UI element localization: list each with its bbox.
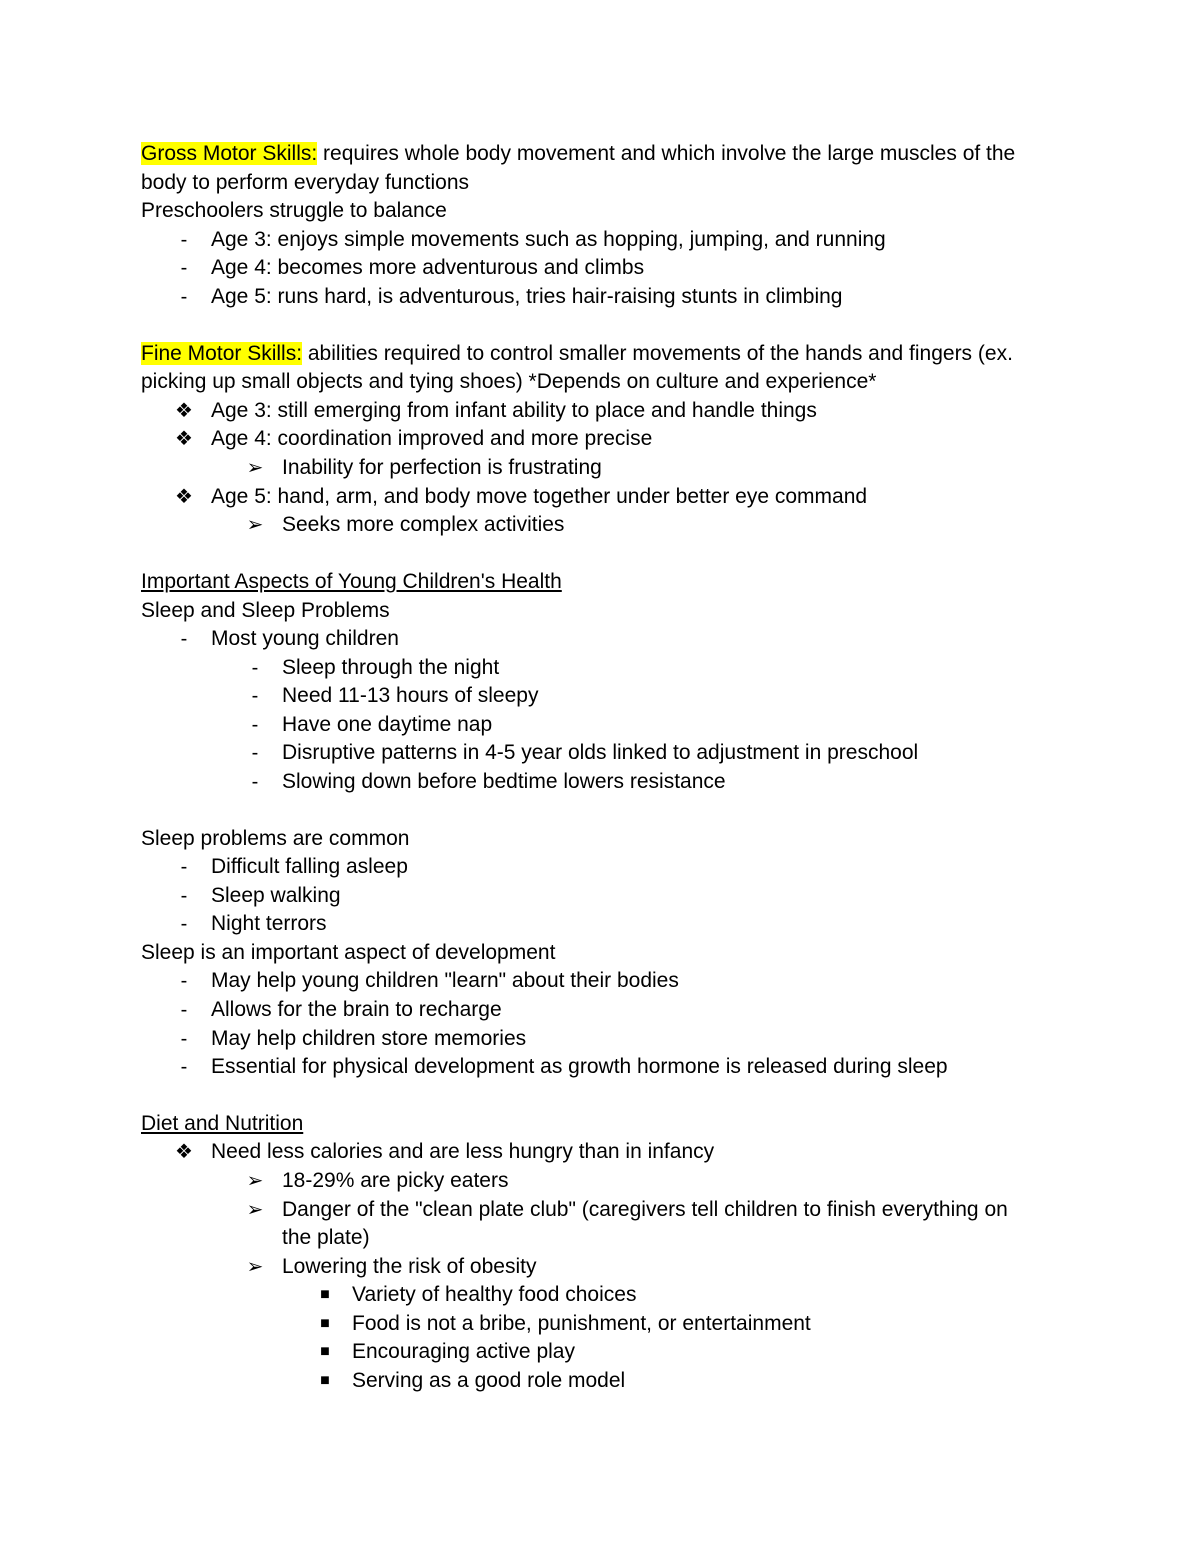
list-item: - May help children store memories <box>211 1025 1050 1054</box>
diamond-bullet-icon: ❖ <box>175 1141 193 1163</box>
list-item: ❖ Age 4: coordination improved and more precise <box>211 425 1050 454</box>
arrow-bullet-icon: ➢ <box>246 1256 264 1278</box>
dash-bullet-icon: - <box>180 856 188 878</box>
list-item: ➢ Seeks more complex activities <box>282 511 1050 540</box>
list-item: - Most young children <box>211 625 1050 654</box>
dash-bullet-icon: - <box>251 742 259 764</box>
dash-bullet-icon: - <box>180 1028 188 1050</box>
dash-bullet-icon: - <box>180 628 188 650</box>
health-heading: Important Aspects of Young Children's Health <box>141 570 562 593</box>
gross-motor-intro: Preschoolers struggle to balance <box>141 199 447 222</box>
list-item: ■ Encouraging active play <box>352 1338 1050 1367</box>
list-item: - Have one daytime nap <box>282 711 1050 740</box>
dash-bullet-icon: - <box>251 657 259 679</box>
dash-bullet-icon: - <box>180 913 188 935</box>
dash-bullet-icon: - <box>251 771 259 793</box>
list-item: - Sleep walking <box>211 882 1050 911</box>
dash-bullet-icon: - <box>180 257 188 279</box>
list-item: - Age 4: becomes more adventurous and climbs <box>211 254 1050 283</box>
fine-motor-definition-cont: picking up small objects and tying shoes) *Depends on culture and experience* <box>141 370 877 393</box>
gross-motor-definition-cont: body to perform everyday functions <box>141 171 470 194</box>
list-item: - Age 5: runs hard, is adventurous, tries hair-raising stunts in climbing <box>211 283 1050 312</box>
gross-motor-definition: requires whole body movement and which involve the large muscles of the <box>317 142 1016 165</box>
list-item: - Difficult falling asleep <box>211 853 1050 882</box>
dash-bullet-icon: - <box>180 286 188 308</box>
list-item: - Need 11-13 hours of sleepy <box>282 682 1050 711</box>
list-item: - Sleep through the night <box>282 654 1050 683</box>
list-item: ➢ Inability for perfection is frustrating <box>282 454 1050 483</box>
fine-motor-definition-line <box>141 340 1050 369</box>
dash-bullet-icon: - <box>180 1056 188 1078</box>
list-item: - Slowing down before bedtime lowers resistance <box>282 768 1050 797</box>
square-bullet-icon: ■ <box>320 1315 330 1332</box>
diamond-bullet-icon: ❖ <box>175 400 193 422</box>
dash-bullet-icon: - <box>251 714 259 736</box>
fine-motor-definition: abilities required to control smaller movements of the hands and fingers (ex. <box>302 342 1013 365</box>
list-item: - Age 3: enjoys simple movements such as hopping, jumping, and running <box>211 226 1050 255</box>
fine-motor-term: Fine Motor Skills: <box>141 342 303 365</box>
list-item: ■ Food is not a bribe, punishment, or entertainment <box>352 1310 1050 1339</box>
dash-bullet-icon: - <box>180 229 188 251</box>
diet-heading: Diet and Nutrition <box>141 1112 304 1135</box>
sleep-problems-intro: Sleep problems are common <box>141 827 410 850</box>
arrow-bullet-icon: ➢ <box>246 514 264 536</box>
list-item: - May help young children "learn" about their bodies <box>211 967 1050 996</box>
list-item: ➢ Lowering the risk of obesity <box>282 1253 1050 1282</box>
square-bullet-icon: ■ <box>320 1343 330 1360</box>
gross-motor-term: Gross Motor Skills: <box>141 142 318 165</box>
list-item: ➢ Danger of the "clean plate club" (caregivers tell children to finish everything on <box>282 1196 1050 1225</box>
list-item: ❖ Age 3: still emerging from infant ability to place and handle things <box>211 397 1050 426</box>
dash-bullet-icon: - <box>180 999 188 1021</box>
sleep-importance-intro: Sleep is an important aspect of development <box>141 941 556 964</box>
list-item: - Allows for the brain to recharge <box>211 996 1050 1025</box>
list-item: ■ Serving as a good role model <box>352 1367 1050 1396</box>
arrow-bullet-icon: ➢ <box>246 457 264 479</box>
arrow-bullet-icon: ➢ <box>246 1170 264 1192</box>
dash-bullet-icon: - <box>180 970 188 992</box>
list-item: - Essential for physical development as growth hormone is released during sleep <box>211 1053 1050 1082</box>
dash-bullet-icon: - <box>251 685 259 707</box>
sleep-title: Sleep and Sleep Problems <box>141 599 390 622</box>
list-item: - Night terrors <box>211 910 1050 939</box>
list-item: ■ Variety of healthy food choices <box>352 1281 1050 1310</box>
list-item: ❖ Need less calories and are less hungry than in infancy <box>211 1138 1050 1167</box>
gross-motor-definition-line <box>141 140 1050 169</box>
list-item-cont: the plate) <box>282 1226 370 1249</box>
square-bullet-icon: ■ <box>320 1286 330 1303</box>
list-item: ➢ 18-29% are picky eaters <box>282 1167 1050 1196</box>
diamond-bullet-icon: ❖ <box>175 428 193 450</box>
arrow-bullet-icon: ➢ <box>246 1199 264 1221</box>
diamond-bullet-icon: ❖ <box>175 486 193 508</box>
list-item: - Disruptive patterns in 4-5 year olds linked to adjustment in preschool <box>282 739 1050 768</box>
list-item: ❖ Age 5: hand, arm, and body move together under better eye command <box>211 483 1050 512</box>
dash-bullet-icon: - <box>180 885 188 907</box>
square-bullet-icon: ■ <box>320 1372 330 1389</box>
